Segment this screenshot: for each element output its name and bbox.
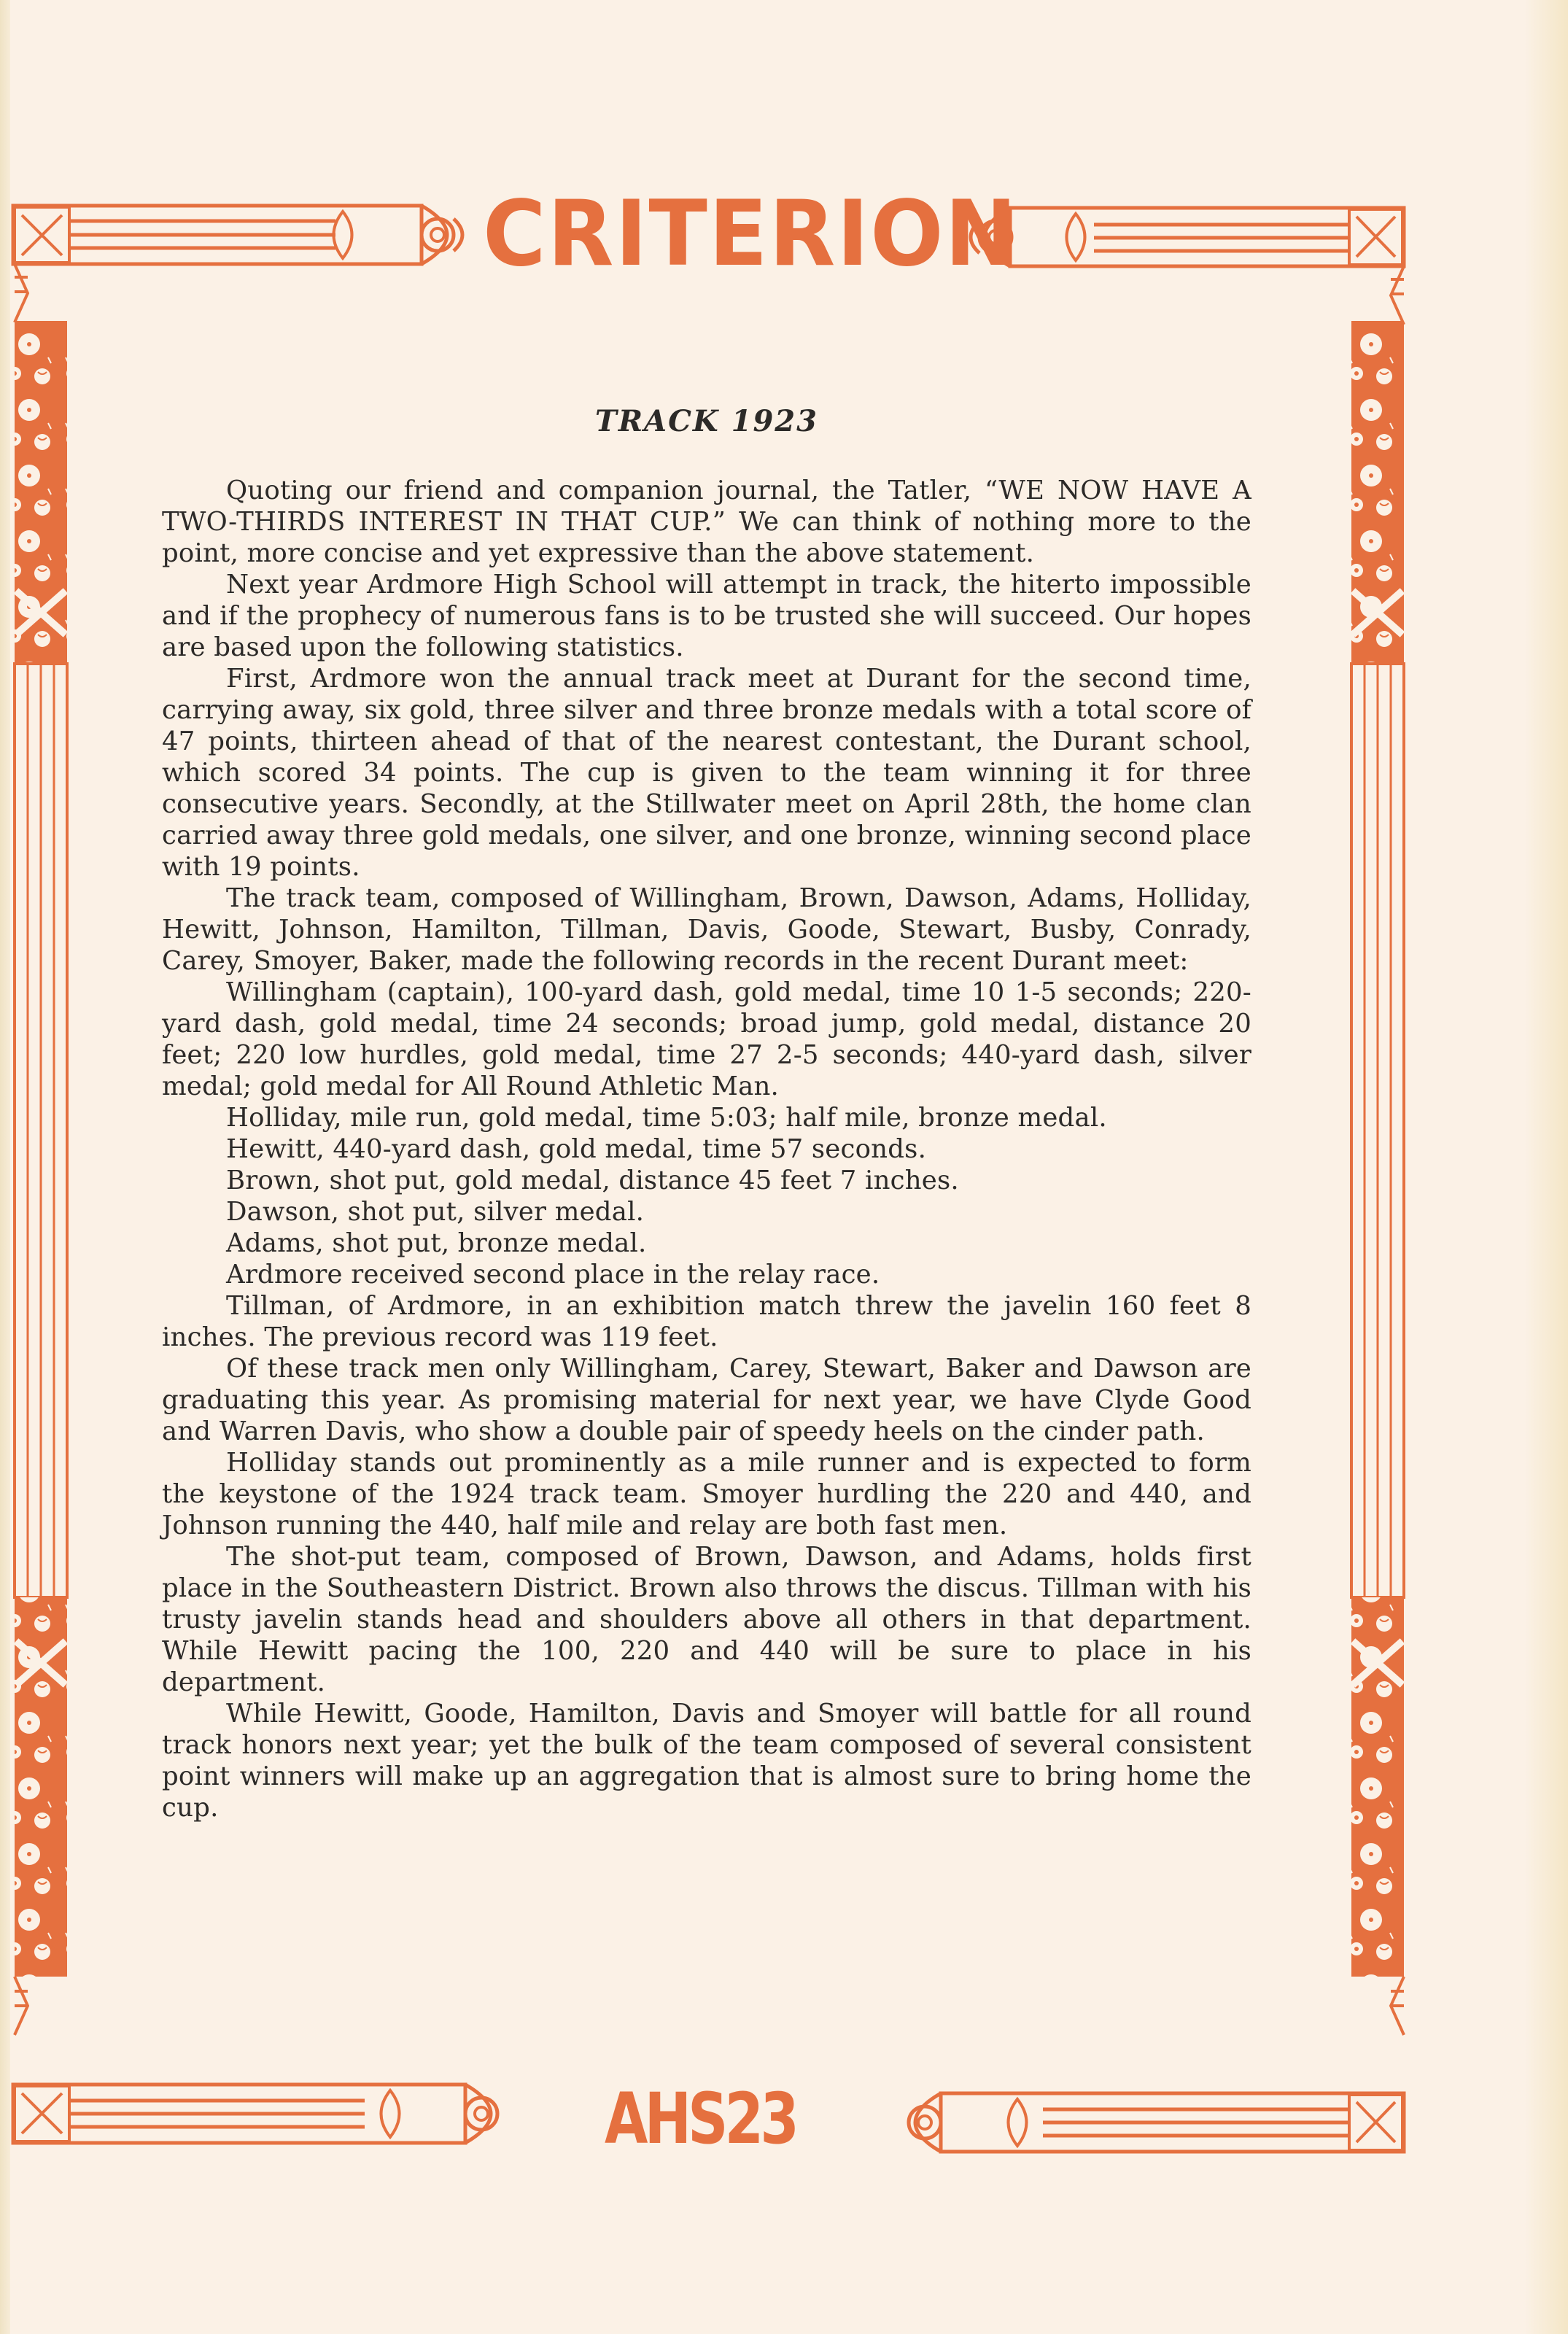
footer-emblem: AHS23 (605, 2078, 796, 2160)
left-pillar (15, 264, 67, 2035)
paragraph: Of these track men only Willingham, Carey, Stewart, Baker and Dawson are graduating this year. As promising material for next year, we have Clyde Good and Warren Davis, who show a double pair of speedy heels on the cinder path. (162, 1354, 1251, 1446)
paragraph: Hewitt, 440-yard dash, gold medal, time 57 seconds. (226, 1134, 927, 1164)
paragraph: Tillman, of Ardmore, in an exhibition match threw the javelin 160 feet 8 inches. The previous record was 119 feet. (162, 1291, 1251, 1352)
article-title: TRACK 1923 (595, 404, 818, 438)
bottom-left-rail (13, 2085, 497, 2143)
top-left-rail (13, 206, 462, 264)
paragraph: Dawson, shot put, silver medal. (226, 1197, 645, 1227)
paragraph: Adams, shot put, bronze medal. (226, 1228, 647, 1258)
paragraph: First, Ardmore won the annual track meet at Durant for the second time, carrying away, six gold, three silver and three bronze medals with a total score of 47 points, thirteen ahead of that of the nearest contestant, the Durant school, which scored 34 points. The cup is given to the team winning it for three consecutive years. Secondly, at the Stillwater meet on April 28th, the home clan carried away three gold medals, one silver, and one bronze, winning second place with 19 points. (162, 664, 1251, 882)
paragraph: The shot-put team, composed of Brown, Dawson, and Adams, holds first place in the Southeastern District. Brown also throws the discus. Tillman with his trusty javelin stands head and shoulders above all others in that department. While Hewitt pacing the 100, 220 and 440 will be sure to place in his department. (162, 1542, 1251, 1697)
paragraph: Next year Ardmore High School will attempt in track, the hiterto impossible and if the prophecy of numerous fans is to be trusted she will succeed. Our hopes are based upon the following statistics. (162, 570, 1251, 662)
paragraph: Brown, shot put, gold medal, distance 45 feet 7 inches. (226, 1166, 959, 1195)
paragraph: While Hewitt, Goode, Hamilton, Davis and Smoyer will battle for all round track honors next year; yet the bulk of the team composed of several consistent point winners will make up an aggregation that is almost sure to bring home the cup. (162, 1699, 1251, 1823)
masthead-title: CRITERION (483, 180, 1019, 287)
paragraph: Ardmore received second place in the relay race. (226, 1260, 880, 1290)
paragraph: Quoting our friend and companion journal, the Tatler, “WE NOW HAVE A TWO-THIRDS INTEREST IN THAT CUP.” We can think of nothing more to the point, more concise and yet expressive than the above statement. (162, 476, 1251, 568)
right-pillar (1351, 266, 1404, 2035)
paragraph: Holliday, mile run, gold medal, time 5:03; half mile, bronze medal. (226, 1103, 1107, 1133)
top-right-rail (971, 208, 1404, 266)
paragraph: The track team, composed of Willingham, Brown, Dawson, Adams, Holliday, Hewitt, Johnson, Hamilton, Tillman, Davis, Goode, Stewart, Busby, Conrady, Carey, Smoyer, Baker, made the following records in the recent Durant meet: (162, 883, 1251, 976)
article (162, 395, 1251, 1823)
bottom-right-rail (909, 2093, 1404, 2152)
paragraph: Willingham (captain), 100-yard dash, gold medal, time 10 1-5 seconds; 220-yard dash, gold medal, time 24 seconds; broad jump, gold medal, distance 20 feet; 220 low hurdles, gold medal, time 27 2-5 seconds; 440-yard dash, silver medal; gold medal for All Round Athletic Man. (162, 977, 1251, 1101)
paragraph: Holliday stands out prominently as a mile runner and is expected to form the keystone of the 1924 track team. Smoyer hurdling the 220 and 440, and Johnson running the 440, half mile and relay are both fast men. (162, 1448, 1251, 1540)
